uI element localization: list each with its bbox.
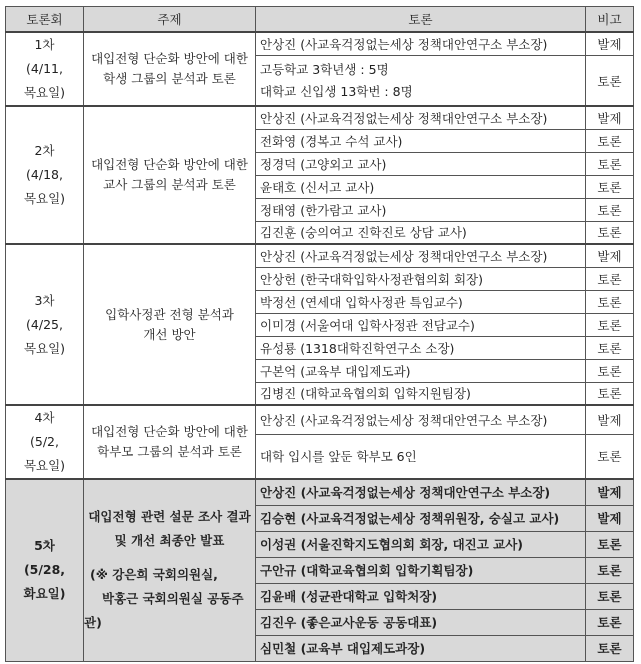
role-cell: 토론 (586, 557, 634, 583)
panel-cell: 안상진 (사교육걱정없는세상 정책대안연구소 부소장) (256, 32, 586, 56)
header-discussion: 토론 (256, 7, 586, 33)
panel-cell: 김승현 (사교육걱정없는세상 정책위원장, 숭실고 교사) (256, 505, 586, 531)
round-cell: 5차 (5/28, 화요일) (6, 479, 84, 661)
role-cell: 발제 (586, 32, 634, 56)
panel-cell: 전화영 (경복고 수석 교사) (256, 129, 586, 152)
round-cell: 3차 (4/25, 목요일) (6, 244, 84, 405)
table-row (6, 479, 634, 505)
role-cell: 토론 (586, 359, 634, 382)
topic-cell: 대입전형 단순화 방안에 대한 학부모 그룹의 분석과 토론 (84, 405, 256, 479)
panel-cell: 정태영 (한가람고 교사) (256, 198, 586, 221)
panel-cell: 윤태호 (신서고 교사) (256, 175, 586, 198)
panel-cell: 안상진 (사교육걱정없는세상 정책대안연구소 부소장) (256, 244, 586, 267)
panel-cell: 대학 입시를 앞둔 학부모 6인 (256, 434, 586, 479)
role-cell: 토론 (586, 313, 634, 336)
role-cell: 토론 (586, 56, 634, 106)
round-cell: 2차 (4/18, 목요일) (6, 106, 84, 244)
panel-cell: 김진훈 (숭의여고 진학진로 상담 교사) (256, 221, 586, 244)
role-cell: 발제 (586, 405, 634, 434)
panel-cell: 구본억 (교육부 대입제도과) (256, 359, 586, 382)
topic-cell: 대입전형 단순화 방안에 대한 학생 그룹의 분석과 토론 (84, 32, 256, 106)
round-cell: 4차 (5/2, 목요일) (6, 405, 84, 479)
role-cell: 토론 (586, 175, 634, 198)
role-cell: 발제 (586, 106, 634, 129)
topic-note: 박홍근 국회의원실 공동주 (102, 591, 244, 607)
panel-cell: 안상진 (사교육걱정없는세상 정책대안연구소 부소장) (256, 405, 586, 434)
panel-cell: 김윤배 (성균관대학교 입학처장) (256, 583, 586, 609)
header-row (6, 7, 634, 33)
header-note: 비고 (586, 7, 634, 33)
role-cell: 토론 (586, 221, 634, 244)
round-cell: 1차 (4/11, 목요일) (6, 32, 84, 106)
role-cell: 토론 (586, 290, 634, 313)
role-cell: 발제 (586, 479, 634, 505)
role-cell: 토론 (586, 152, 634, 175)
panel-cell: 이미경 (서울여대 입학사정관 전담교수) (256, 313, 586, 336)
panel-cell: 김병진 (대학교육협의회 입학지원팀장) (256, 382, 586, 405)
role-cell: 발제 (586, 505, 634, 531)
role-cell: 토론 (586, 434, 634, 479)
topic-note: (※ 강은희 국회의원실, (90, 567, 218, 583)
role-cell: 토론 (586, 129, 634, 152)
panel-cell: 안상헌 (한국대학입학사정관협의회 회장) (256, 267, 586, 290)
topic-cell: 입학사정관 전형 분석과 개선 방안 (84, 244, 256, 405)
table-row (6, 244, 634, 267)
header-topic: 주제 (84, 7, 256, 33)
role-cell: 토론 (586, 382, 634, 405)
role-cell: 토론 (586, 336, 634, 359)
role-cell: 토론 (586, 609, 634, 635)
topic-cell: 대입전형 관련 설문 조사 결과 및 개선 최종안 발표 (※ 강은희 국회의원실, 박홍근 국회의원실 공동주 관) (84, 479, 256, 661)
panel-cell: 유성룡 (1318대학진학연구소 소장) (256, 336, 586, 359)
role-cell: 토론 (586, 198, 634, 221)
table-row (6, 32, 634, 56)
panel-cell: 고등학교 3학년생 : 5명 대학교 신입생 13학번 : 8명 (256, 56, 586, 106)
panel-cell: 안상진 (사교육걱정없는세상 정책대안연구소 부소장) (256, 479, 586, 505)
role-cell: 토론 (586, 635, 634, 661)
panel-cell: 심민철 (교육부 대입제도과장) (256, 635, 586, 661)
role-cell: 토론 (586, 531, 634, 557)
role-cell: 토론 (586, 583, 634, 609)
table-row (6, 405, 634, 434)
table-row (6, 106, 634, 129)
role-cell: 발제 (586, 244, 634, 267)
panel-cell: 박정선 (연세대 입학사정관 특임교수) (256, 290, 586, 313)
topic-cell: 대입전형 단순화 방안에 대한 교사 그룹의 분석과 토론 (84, 106, 256, 244)
panel-cell: 안상진 (사교육걱정없는세상 정책대안연구소 부소장) (256, 106, 586, 129)
forum-schedule-table (5, 6, 634, 662)
role-cell: 토론 (586, 267, 634, 290)
panel-cell: 김진우 (좋은교사운동 공동대표) (256, 609, 586, 635)
topic-note: 관) (84, 615, 102, 631)
panel-cell: 이성권 (서울진학지도협의회 회장, 대진고 교사) (256, 531, 586, 557)
panel-cell: 정경덕 (고양외고 교사) (256, 152, 586, 175)
header-round: 토론회 (6, 7, 84, 33)
panel-cell: 구안규 (대학교육협의회 입학기획팀장) (256, 557, 586, 583)
